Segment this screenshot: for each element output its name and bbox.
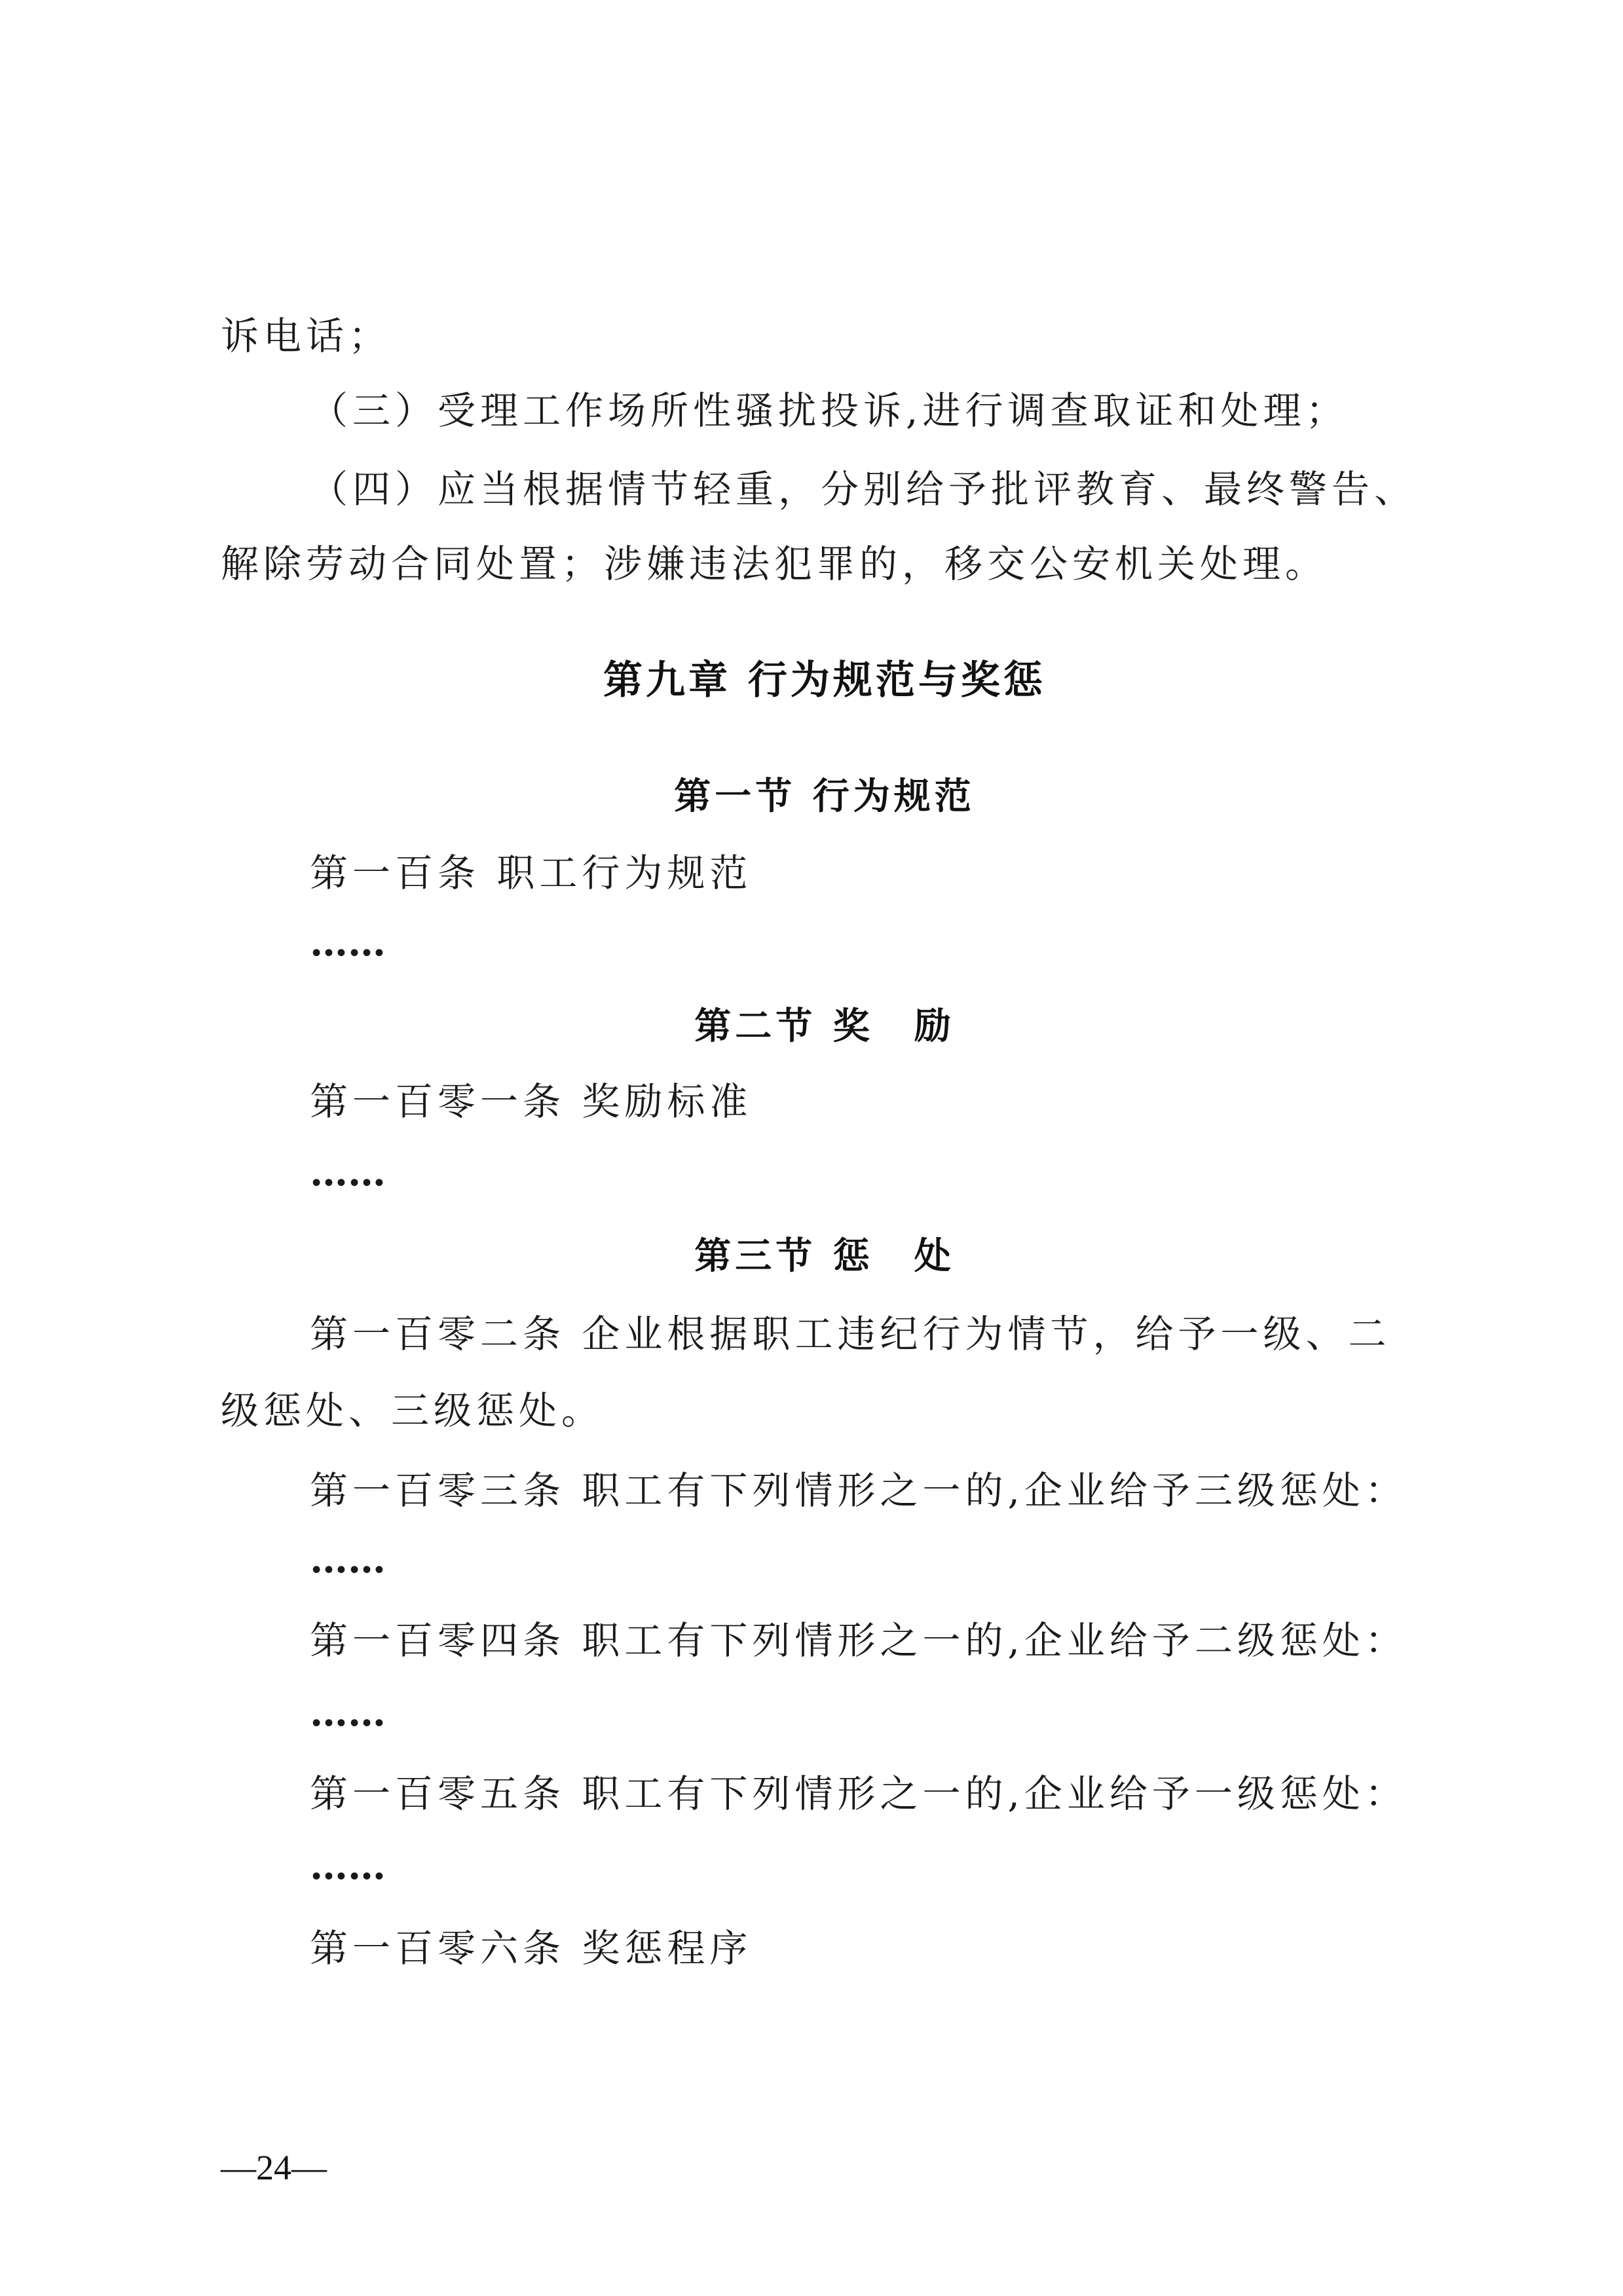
- list-item-4-line-1: （四）应当根据情节轻重，分别给予批评教育、最终警告、: [310, 467, 1417, 511]
- list-item-3: （三）受理工作场所性骚扰投诉,进行调查取证和处理；: [310, 388, 1349, 433]
- page-number: —24—: [221, 2148, 327, 2187]
- section-3-title: 第三节 惩 处: [694, 1234, 955, 1278]
- article-103: 第一百零三条 职工有下列情形之一的,企业给予三级惩处：: [310, 1468, 1408, 1513]
- article-102-line-2: 级惩处、三级惩处。: [221, 1388, 605, 1433]
- chapter-title: 第九章 行为规范与奖惩: [603, 657, 1046, 703]
- article-100: 第一百条 职工行为规范: [310, 851, 753, 895]
- article-104-ellipsis: ……: [310, 1690, 386, 1735]
- article-101: 第一百零一条 奖励标准: [310, 1079, 753, 1124]
- article-106: 第一百零六条 奖惩程序: [310, 1926, 753, 1971]
- article-103-ellipsis: ……: [310, 1537, 386, 1582]
- section-2-title: 第二节 奖 励: [694, 1005, 955, 1048]
- article-105-ellipsis: ……: [310, 1843, 386, 1888]
- section-1-title: 第一节 行为规范: [674, 775, 975, 818]
- list-item-4-line-2: 解除劳动合同处置；涉嫌违法犯罪的，移交公安机关处理。: [221, 542, 1328, 586]
- article-105: 第一百零五条 职工有下列情形之一的,企业给予一级惩处：: [310, 1771, 1408, 1816]
- article-102-line-1: 第一百零二条 企业根据职工违纪行为情节，给予一级、二: [310, 1312, 1391, 1356]
- article-101-ellipsis: ……: [310, 1150, 386, 1194]
- paragraph-continuation: 诉电话；: [221, 314, 392, 358]
- article-100-ellipsis: ……: [310, 920, 386, 965]
- article-104: 第一百零四条 职工有下列情形之一的,企业给予二级惩处：: [310, 1618, 1408, 1663]
